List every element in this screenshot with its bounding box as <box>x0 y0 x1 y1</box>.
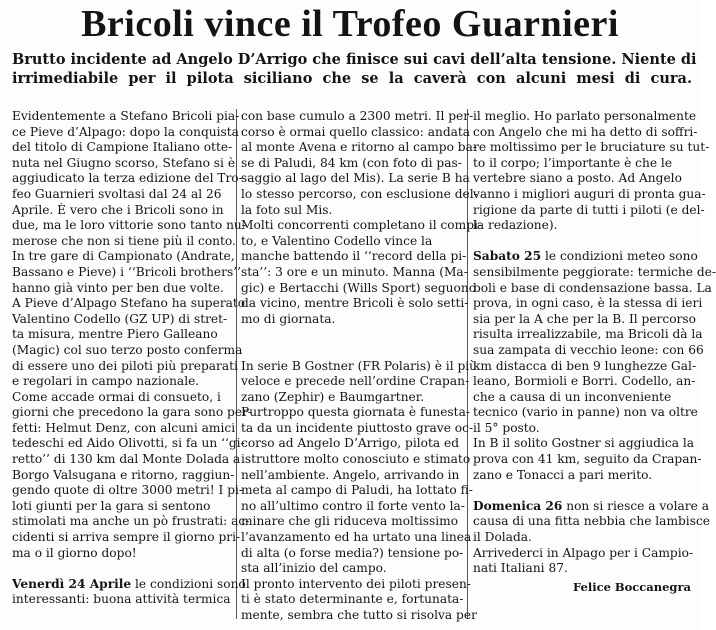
text-line: In tre gare di Campionato (Andrate, <box>12 249 235 264</box>
text-line: cidenti si arriva sempre il giorno pri- <box>12 530 241 545</box>
text-line: se di Paludi, 84 km (con foto di pas- <box>241 155 462 170</box>
text-line: Bassano e Pieve) i ‘‘Bricoli brothers’’ <box>12 264 241 279</box>
text-line: sta all’inizio del campo. <box>241 561 387 576</box>
text-line: vertebre siano a posto. Ad Angelo <box>473 171 682 186</box>
text-line: da vicino, mentre Bricoli è solo setti- <box>241 296 469 311</box>
text-line: In B il solito Gostner si aggiudica la <box>473 436 694 451</box>
day-heading: Sabato 25 <box>473 249 542 264</box>
text-line: sta’’: 3 ore e un minuto. Manna (Ma- <box>241 264 468 279</box>
text-line: veloce e precede nell’ordine Crapan- <box>241 374 470 389</box>
author-signature: Felice Boccanegra <box>573 579 691 594</box>
text-line: loti giunti per la gara si sentono <box>12 498 211 513</box>
text-line: feo Guarnieri svoltasi dal 24 al 26 <box>12 186 222 201</box>
column-text <box>241 109 483 327</box>
text-fragment: le condizioni sono <box>131 576 246 591</box>
text-line: Borgo Valsugana e ritorno, raggiun- <box>12 467 235 482</box>
text-line: leano, Bormioli e Borri. Codello, an- <box>473 374 696 389</box>
text-line: vanno i migliori auguri di pronta gua- <box>473 186 706 201</box>
article-deck <box>12 51 697 88</box>
text-line: km distacca di ben 9 lunghezze Gal- <box>473 358 697 373</box>
deck-line: irrimediabile per il pilota siciliano che se la caverà con alcuni mesi di cura. <box>12 69 692 87</box>
text-line: Molti concorrenti completano il compi- <box>241 218 483 233</box>
column-text <box>473 264 716 483</box>
text-line: no all’ultimo contro il forte vento la- <box>241 498 465 513</box>
text-line: che a causa di un inconveniente <box>473 389 672 404</box>
text-line: manche battendo il ‘‘record della pi- <box>241 249 467 264</box>
text-line: sia per la A che per la B. Il percorso <box>473 311 696 326</box>
text-line: fetti: Helmut Denz, con alcuni amici <box>12 420 236 435</box>
text-line: il Dolada. <box>473 530 532 545</box>
article-column-3 <box>473 109 716 595</box>
text-line: corso ad Angelo D’Arrigo, pilota ed <box>241 436 460 451</box>
column-text <box>473 109 710 234</box>
text-line: sua zampata di vecchio leone: con 66 <box>473 342 704 357</box>
text-line: sensibilmente peggiorate: termiche de- <box>473 264 716 279</box>
text-line: Arrivederci in Alpago per i Campio- <box>473 545 694 560</box>
text-line: mente, sembra che tutto si risolva per <box>241 608 477 622</box>
text-line: aggiudicato la terza edizione del Tro- <box>12 171 243 186</box>
text-line: nuta nel Giugno scorso, Stefano si è <box>12 155 236 170</box>
text-line: e regolari in campo nazionale. <box>12 374 200 389</box>
text-line: la foto sul Mis. <box>241 202 333 217</box>
text-line: il 5° posto. <box>473 420 540 435</box>
text-line: interessanti: buona attività termica <box>12 592 231 607</box>
column-text <box>473 514 710 576</box>
text-line: rigione da parte di tutti i piloti (e del- <box>473 202 705 217</box>
text-line: ta da un incidente piuttosto grave oc- <box>241 420 474 435</box>
text-line: (Magic) col suo terzo posto conferma <box>12 342 243 357</box>
text-line: la redazione). <box>473 218 558 233</box>
column-text <box>12 109 253 561</box>
paragraph-gap <box>473 483 691 499</box>
text-line <box>12 576 246 593</box>
text-line: mo di giornata. <box>241 311 336 326</box>
text-fragment: non si riesce a volare a <box>562 498 709 513</box>
text-line: ti è stato determinante e, fortunata- <box>241 592 464 607</box>
text-line: boli e base di condensazione bassa. La <box>473 280 712 295</box>
text-line: Evidentemente a Stefano Bricoli pia- <box>12 109 240 123</box>
text-line: due, ma le loro vittorie sono tanto nu- <box>12 218 246 233</box>
text-line: Il pronto intervento dei piloti presen- <box>241 576 471 591</box>
text-line: con base cumulo a 2300 metri. Il per- <box>241 109 474 123</box>
text-line: Aprile. È vero che i Bricoli sono in <box>12 202 224 217</box>
text-line: il meglio. Ho parlato personalmente <box>473 109 697 123</box>
text-line: del titolo di Campione Italiano otte- <box>12 140 233 155</box>
text-line: lo stesso percorso, con esclusione del- <box>241 186 478 201</box>
text-line: Purtroppo questa giornata è funesta- <box>241 405 470 420</box>
text-line: In serie B Gostner (FR Polaris) è il più <box>241 358 478 373</box>
text-line: stimolati ma anche un pò frustrati: ac- <box>12 514 250 529</box>
text-line: prova, in ogni caso, è la stessa di ieri <box>473 296 703 311</box>
day-heading: Venerdì 24 Aprile <box>12 576 132 591</box>
article-headline: Bricoli vince il Trofeo Guarnieri <box>81 3 619 45</box>
text-line: zano (Zephir) e Baumgartner. <box>241 389 425 404</box>
day-heading: Domenica 26 <box>473 498 563 513</box>
text-line: to, e Valentino Codello vince la <box>241 233 433 248</box>
text-line: di essere uno dei piloti più preparati <box>12 358 238 373</box>
text-line: giorni che precedono la gara sono per- <box>12 405 253 420</box>
paragraph-gap <box>241 343 463 359</box>
text-line: ce Pieve d’Alpago: dopo la conquista <box>12 124 239 139</box>
text-line <box>473 498 709 515</box>
text-line: risulta irrealizzabile, ma Bricoli dà la <box>473 327 703 342</box>
text-line: ta misura, mentre Piero Galleano <box>12 327 218 342</box>
text-line: causa di una fitta nebbia che lambisce <box>473 514 710 529</box>
text-line: di alta (o forse media?) tensione po- <box>241 545 464 560</box>
text-line: gendo quote di oltre 3000 metri! I pi- <box>12 483 244 498</box>
text-line: saggio al lago del Mis). La serie B ha <box>241 171 470 186</box>
article-column-2 <box>241 109 483 624</box>
text-line: con Angelo che mi ha detto di soffri- <box>473 124 698 139</box>
text-line: prova con 41 km, seguito da Crapan- <box>473 452 702 467</box>
paragraph-gap <box>12 561 234 577</box>
text-line: corso è ormai quello classico: andata <box>241 124 471 139</box>
text-line: istruttore molto conosciuto e stimato <box>241 452 471 467</box>
text-line: retto’’ di 130 km dal Monte Dolada a <box>12 452 241 467</box>
column-text <box>241 358 478 624</box>
text-line <box>473 249 698 265</box>
text-line: tedeschi ed Aido Olivotti, si fa un ‘‘gi- <box>12 436 245 451</box>
text-line: re moltissimo per le bruciature su tut- <box>473 140 710 155</box>
text-line: merose che non si tiene più il conto. <box>12 233 236 248</box>
text-line: minare che gli riduceva moltissimo <box>241 514 459 529</box>
text-line: hanno già vinto per ben due volte. <box>12 280 224 295</box>
text-line: meta al campo di Paludi, ha lottato fi- <box>241 483 473 498</box>
deck-line: Brutto incidente ad Angelo D’Arrigo che finisce sui cavi dell’alta tensione. Niente di <box>12 51 697 68</box>
paragraph-gap <box>473 234 691 250</box>
text-line: l’avanzamento ed ha urtato una linea <box>241 530 472 545</box>
text-line: Come accade ormai di consueto, i <box>12 389 221 404</box>
article-column-1 <box>12 109 253 608</box>
text-line: nati Italiani 87. <box>473 561 568 576</box>
paragraph-gap <box>241 327 463 343</box>
text-line: A Pieve d’Alpago Stefano ha superato <box>12 296 246 311</box>
text-fragment: le condizioni meteo sono <box>541 249 698 264</box>
text-line: to il corpo; l’importante è che le <box>473 155 673 170</box>
text-line: Valentino Codello (GZ UP) di stret- <box>12 311 228 326</box>
text-line: tecnico (vario in panne) non va oltre <box>473 405 698 420</box>
text-line: zano e Tonacci a pari merito. <box>473 467 653 482</box>
text-line: al monte Avena e ritorno al campo ba- <box>241 140 477 155</box>
text-line: ma o il giorno dopo! <box>12 545 137 560</box>
text-line: gic) e Bertacchi (Wills Sport) seguono <box>241 280 477 295</box>
text-line: nell’ambiente. Angelo, arrivando in <box>241 467 460 482</box>
